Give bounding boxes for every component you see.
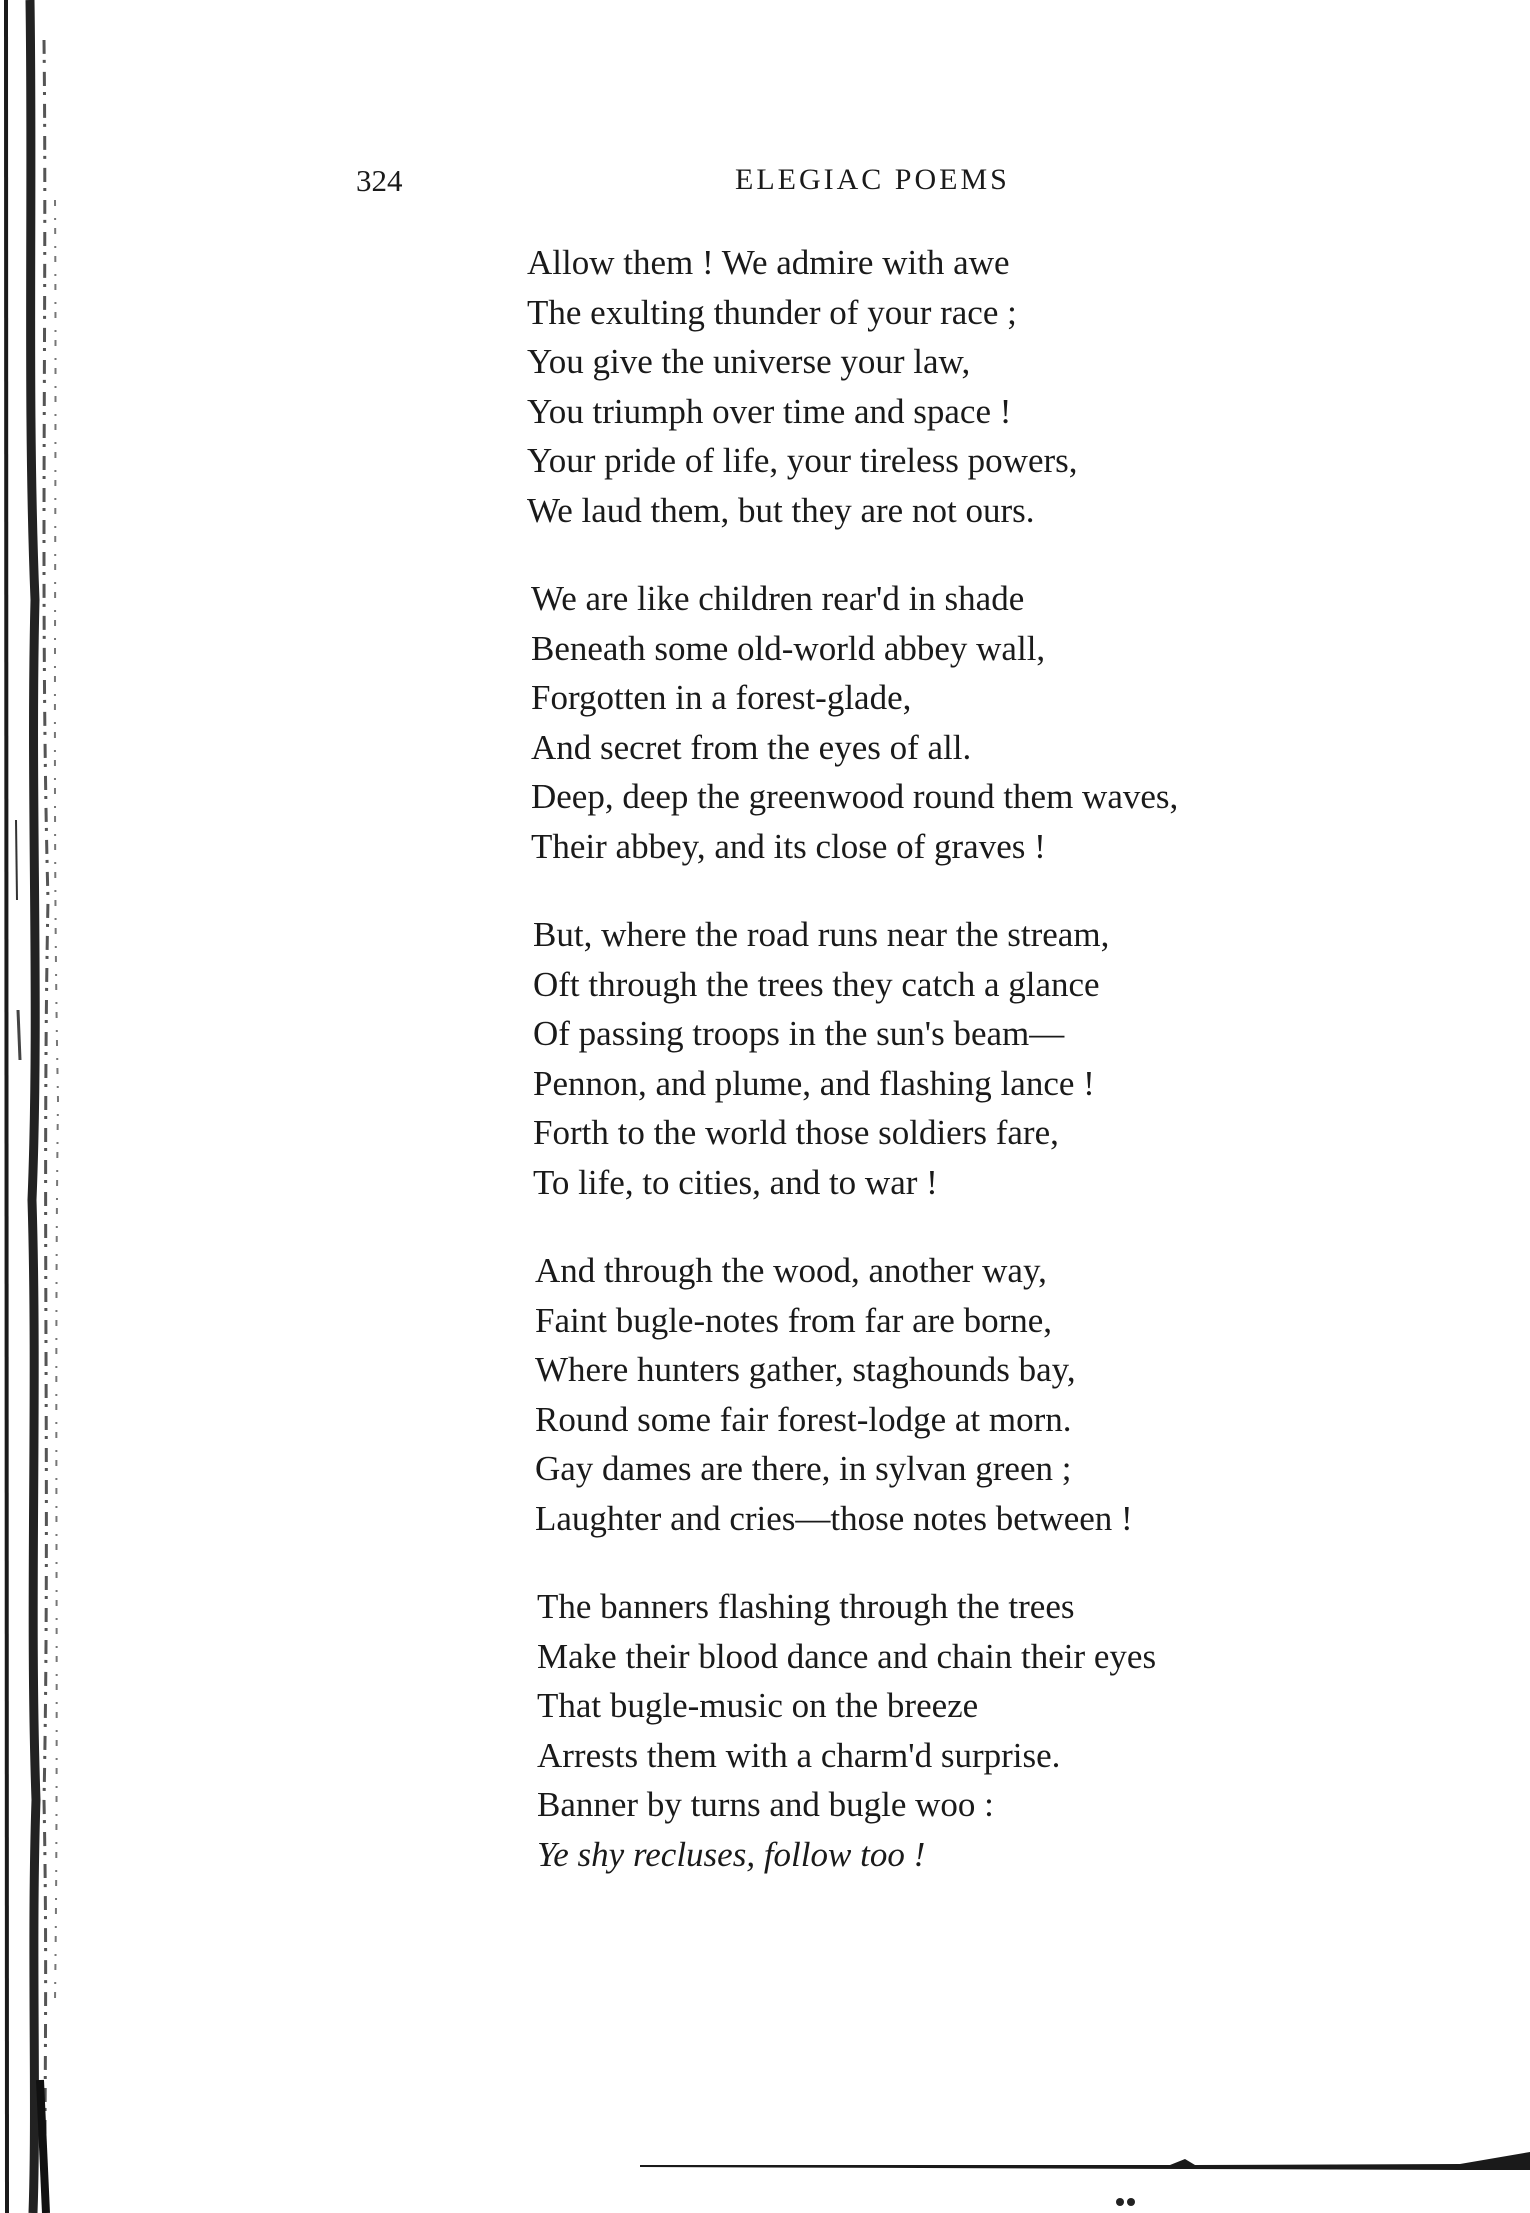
poem-body [527, 238, 1407, 1918]
poem-line: Forgotten in a forest-glade, [531, 678, 912, 717]
poem-line: Make their blood dance and chain their eyes [537, 1636, 1157, 1676]
stanza [527, 574, 1407, 871]
poem-line: But, where the road runs near the stream, [533, 915, 1110, 954]
poem-line: Deep, deep the greenwood round them waves, [531, 777, 1179, 816]
poem-line: You give the universe your law, [527, 342, 971, 381]
stanza [527, 1582, 1407, 1879]
poem-line: Round some fair forest-lodge at morn. [535, 1399, 1072, 1439]
poem-line: Gay dames are there, in sylvan green ; [535, 1449, 1072, 1488]
page-number: 324 [356, 163, 403, 198]
poem-line: Faint bugle-notes from far are borne, [535, 1300, 1053, 1340]
poem-line: Where hunters gather, staghounds bay, [535, 1350, 1076, 1389]
poem-line: Your pride of life, your tireless powers, [527, 441, 1078, 480]
poem-line: The banners flashing through the trees [537, 1587, 1075, 1626]
poem-line: Laughter and cries—those notes between ! [535, 1498, 1133, 1538]
scanned-binding-edge [0, 0, 90, 2213]
poem-line: To life, to cities, and to war ! [533, 1162, 938, 1202]
poem-line: Of passing troops in the sun's beam— [533, 1014, 1065, 1053]
poem-line: Oft through the trees they catch a glance [533, 964, 1100, 1004]
poem-line: Their abbey, and its close of graves ! [531, 826, 1046, 866]
poem-line: That bugle-music on the breeze [537, 1686, 979, 1725]
poem-line: And through the wood, another way, [535, 1251, 1047, 1290]
poem-line: We laud them, but they are not ours. [527, 490, 1035, 530]
stanza [527, 910, 1407, 1207]
poem-line-italic: Ye shy recluses, follow too ! [537, 1834, 926, 1874]
stanza [527, 1246, 1407, 1543]
poem-line: We are like children rear'd in shade [531, 579, 1025, 618]
poem-line: Pennon, and plume, and flashing lance ! [533, 1063, 1095, 1103]
poem-line: Arrests them with a charm'd surprise. [537, 1735, 1061, 1775]
poem-line: Beneath some old-world abbey wall, [531, 628, 1046, 668]
poem-line: Allow them ! We admire with awe [527, 243, 1010, 282]
poem-line: You triumph over time and space ! [527, 391, 1012, 431]
bottom-edge-rule [0, 2140, 1530, 2213]
poem-line: The exulting thunder of your race ; [527, 292, 1017, 332]
running-title: ELEGIAC POEMS [735, 163, 1010, 196]
poem-line: Banner by turns and bugle woo : [537, 1785, 994, 1824]
poem-line: Forth to the world those soldiers fare, [533, 1113, 1059, 1152]
stanza [527, 238, 1407, 535]
poem-line: And secret from the eyes of all. [531, 727, 972, 767]
